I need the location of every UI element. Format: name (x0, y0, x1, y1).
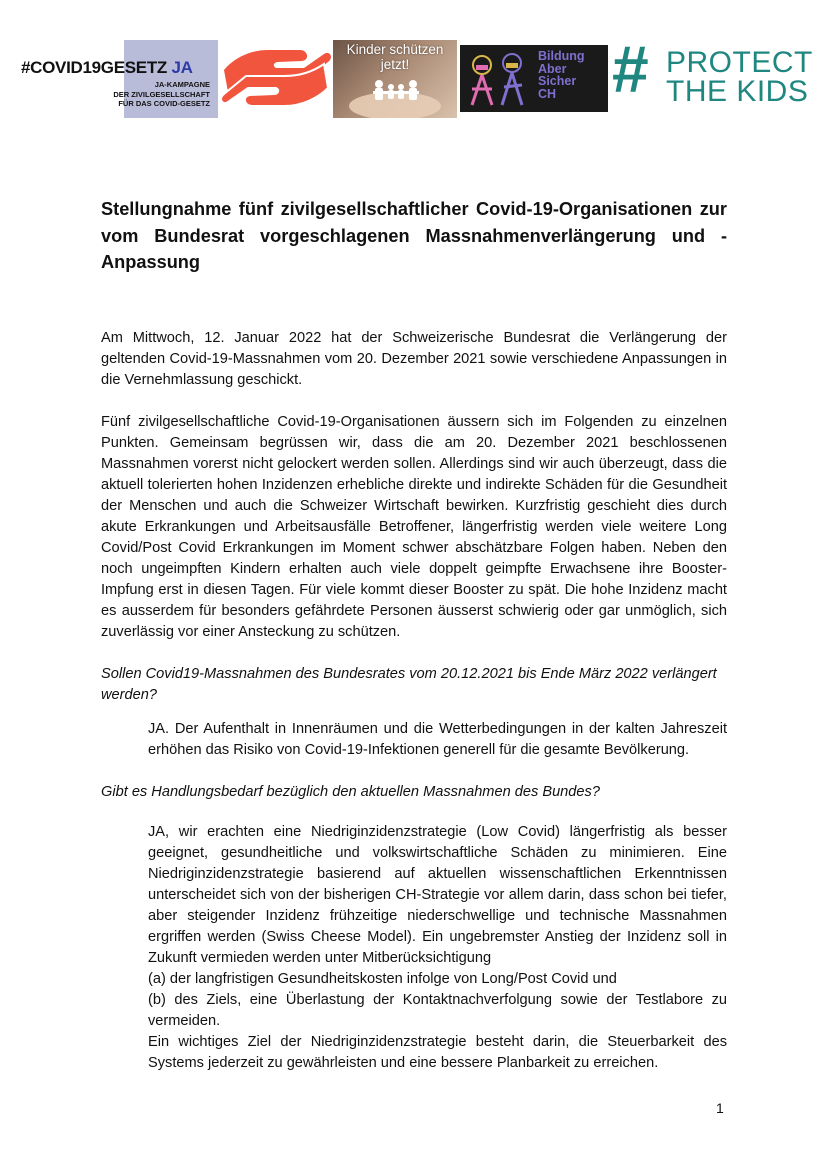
answer-1 (148, 719, 727, 761)
answer-2-main: JA, wir erachten eine Niedriginzidenzstrategie (Low Covid) längerfristig als besser geeignet, gesundheitliche und volkswirtschaftliche Schäden zu minimieren. Eine Niedriginzidenzstrategie basierend auf aktuellen wissenschaftlichen Erkenntnissen unterscheidet sich von der bisherigen CH-Strategie vor allem darin, dass schon bei tiefer, aber steigender Inzidenz frühzeitige niederschwellige und technische Massnahmen ergriffen werden (Swiss Cheese Model). Ein ungebremster Anstieg der Inzidenz soll in Zukunft vermieden werden unter Mitberücksichtigung (148, 823, 727, 966)
subline-2: DER ZIVILGESELLSCHAFT (113, 89, 210, 99)
covid19gesetz-logo (18, 38, 218, 118)
protect-the-kids-text (666, 48, 813, 106)
subline-3: FÜR DAS COVID-GESETZ (118, 99, 210, 108)
covid19gesetz-subline (78, 80, 210, 109)
document-body (101, 196, 727, 1074)
bildung-aber-sicher-logo (460, 45, 608, 112)
bildung-line-1: Bildung (538, 49, 585, 63)
hashtag-prefix: #COVID19GESETZ (21, 58, 168, 77)
bildung-text (538, 50, 606, 100)
kinder-line-2: jetzt! (380, 57, 410, 72)
bildung-line-3: Sicher (538, 74, 577, 88)
kinder-line-1: Kinder schützen (346, 42, 444, 57)
position-paragraph: Fünf zivilgesellschaftliche Covid-19-Organisationen äussern sich im Folgenden zu einzelnen Punkten. Gemeinsam begrüssen wir, dass die am 20. Dezember 2021 beschlossenen Massnahmen vorerst nicht gelockert werden sollen. Allerdings sind wir auch überzeugt, dass die aktuell tolerierten hohen Inzidenzen erhebliche direkte und indirekte Schäden für die Gesundheit der Menschen und auch die Schweizer Wirtschaft bewirken. Kurzfristig geschieht dies durch akute Erkrankungen und Arbeitsausfälle Betroffener, längerfristig werden viele weitere Long Covid/Post Covid Erkrankungen im Moment schwer abschätzbare Folgen haben. Neben den noch ungeimpften Kindern erhalten auch viele doppelt geimpfte Erwachsene ihre Booster-Impfung erst in diesen Tagen. Für viele kommt dieser Booster zu spät. Die hohe Inzidenz macht es ausserdem für besonders gefährdete Personen äusserst schwierig oder gar unmöglich, sich zuverlässig vor einer Ansteckung zu schützen. (101, 413, 727, 640)
intro-paragraph: Am Mittwoch, 12. Januar 2022 hat der Schweizerische Bundesrat die Verlängerung der geltenden Covid-19-Massnahmen vom 20. Dezember 2021 sowie verschiedene Anpassungen in die Vernehmlassung geschickt. (101, 329, 727, 388)
kinder-schuetzen-logo (333, 40, 457, 118)
page-number: 1 (716, 1100, 724, 1116)
paper-family-icon (333, 40, 457, 118)
protect-line-2: THE KIDS (666, 75, 809, 108)
children-masks-icon (460, 45, 538, 112)
question-1: Sollen Covid19-Massnahmen des Bundesrates vom 20.12.2021 bis Ende März 2022 verlängert werden? (101, 665, 717, 703)
hands-icon (220, 40, 332, 116)
helping-hands-logo (220, 40, 332, 116)
bildung-line-4: CH (538, 86, 557, 101)
answer-2-item-b: (b) des Ziels, eine Überlastung der Kontaktnachverfolgung sowie der Testlabore zu vermeiden. (148, 991, 727, 1029)
subline-1: JA-KAMPAGNE (154, 80, 210, 89)
answer-2-item-a: (a) der langfristigen Gesundheitskosten infolge von Long/Post Covid und (148, 970, 617, 987)
logo-strip (0, 0, 826, 130)
protect-hash-symbol: # (612, 32, 649, 106)
document-title: Stellungnahme fünf zivilgesellschaftlicher Covid-19-Organisationen zur vom Bundesrat vorgeschlagenen Massnahmenverlängerung und -Anpassung (101, 199, 727, 272)
covid19gesetz-hashtag (21, 58, 193, 78)
protect-the-kids-logo (610, 32, 813, 110)
answer-1-text: JA. Der Aufenthalt in Innenräumen und die Wetterbedingungen in der kalten Jahreszeit erhöhen das Risiko von Covid-19-Infektionen generell für die gesamte Bevölkerung. (148, 720, 727, 758)
answer-2-closing: Ein wichtiges Ziel der Niedriginzidenzstrategie besteht darin, die Steuerbarkeit des Systems jederzeit zu gewährleisten und eine bessere Planbarkeit zu erreichen. (148, 1033, 727, 1071)
answer-2 (148, 822, 727, 1074)
hashtag-suffix: JA (171, 58, 193, 77)
question-2: Gibt es Handlungsbedarf bezüglich den aktuellen Massnahmen des Bundes? (101, 783, 600, 800)
bildung-line-2: Aber (538, 61, 567, 76)
protect-line-1: PROTECT (666, 46, 813, 79)
